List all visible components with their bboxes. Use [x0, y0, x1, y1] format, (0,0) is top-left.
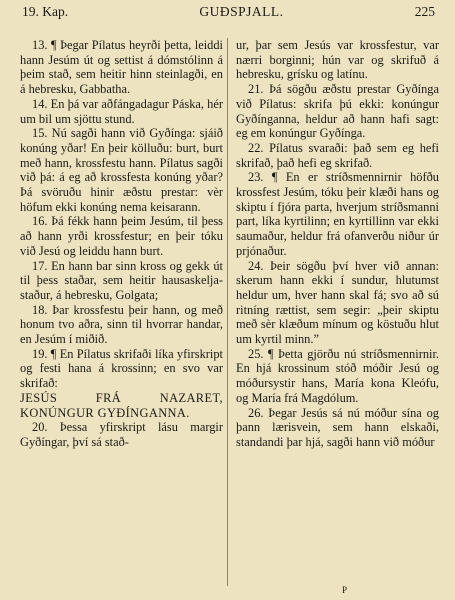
verse-20: 20. Þessa yfirskript lásu margir Gyðíngar, því sá stað- — [20, 420, 223, 449]
verse-26: 26. Þegar Jesús sá nú móður sína og þann lærisvein, sem hann elskaði, standandi þar hjá, sagði hann við móður — [236, 405, 439, 449]
verse-14: 14. En þá var aðfángadagur Páska, hér um bil um sjöttu stund. — [20, 96, 223, 126]
verse-25: 25. ¶ Þetta gjörðu nú stríðsmennirnir. En hjá krossinum stóð móðir Jesú og móðursystir hans, María kona Kleófu, og María frá Magdólum. — [236, 346, 439, 405]
verse-20-continued: ur, þar sem Jesús var krossfestur, var nærri borginni; hún var og skrifuð á hebresku, grísku og latínu. — [236, 38, 439, 82]
running-header — [22, 4, 435, 22]
verse-22: 22. Pílatus svaraði: það sem eg hefi skrifað, það hefi eg skrifað. — [236, 140, 439, 170]
left-column — [20, 38, 223, 450]
verse-19: 19. ¶ En Pílatus skrifaði líka yfirskript og festi hana á krossinn; en svo var skrifað: — [20, 346, 223, 391]
verse-16: 16. Þá fékk hann þeim Jesúm, til þess að hann yrði krossfestur; en þeir tóku við Jesú og leiddu hann burt. — [20, 214, 223, 258]
chapter-label: 19. Kap. — [22, 4, 69, 19]
verse-23: 23. ¶ En er stríðsmennirnir höfðu krossfest Jesúm, tóku þeir klæði hans og skiptu í fjóra parta, hverjum stríðsmanni part, líka kyrtilinn; en kyrtillinn var ekki saumaður, heldur frá ofanverðu niður úr prjónaður. — [236, 170, 439, 258]
book-title: GUÐSPJALL. — [199, 4, 284, 19]
verse-13: 13. ¶ Þegar Pílatus heyrði þetta, leiddi hann Jesúm út og settist á dómstólinn á þeim stað, sem heitir hinn steinlagði, en á hebresku, Gabbatha. — [20, 38, 223, 97]
verse-21: 21. Þá sögðu æðstu prestar Gyðínga við Pílatus: skrifa þú ekki: konúngur Gyðínganna, heldur að hann hafi sagt: eg em konúngur Gyðínga. — [236, 82, 439, 141]
page-number: 225 — [414, 4, 435, 19]
signature-mark: P — [342, 585, 348, 595]
column-divider — [227, 38, 228, 586]
verse-15: 15. Nú sagði hann við Gyðínga: sjáið konúng yðar! En þeir kölluðu: burt, burt með hann, krossfestu hann. Pílatus sagði við þá: á eg að krossfesta konúng yðar? Þá svöruðu hinir æðstu prestar: vèr höfum ekki konúng nema keisarann. — [20, 126, 223, 214]
verse-24: 24. Þeir sögðu því hver við annan: skerum hann ekki í sundur, hlutumst heldur um, hver hann skal fá; svo að sú ritníng rættist, sem segir: „þeir skiptu með sèr klæðum mínum og köstuðu hlut um kyrtil minn.” — [236, 258, 439, 347]
right-column — [236, 38, 439, 450]
cross-inscription: JESÚS FRÁ NAZARET, KONÚNGUR GYÐÍNGANNA. — [20, 390, 223, 420]
verse-17: 17. En hann bar sinn kross og gekk út til þess staðar, sem heitir hausaskelja-staður, á hebresku, Golgata; — [20, 258, 223, 302]
verse-18: 18. Þar krossfestu þeir hann, og með honum tvo aðra, sinn til hvorrar handar, en Jesúm í miðið. — [20, 302, 223, 347]
